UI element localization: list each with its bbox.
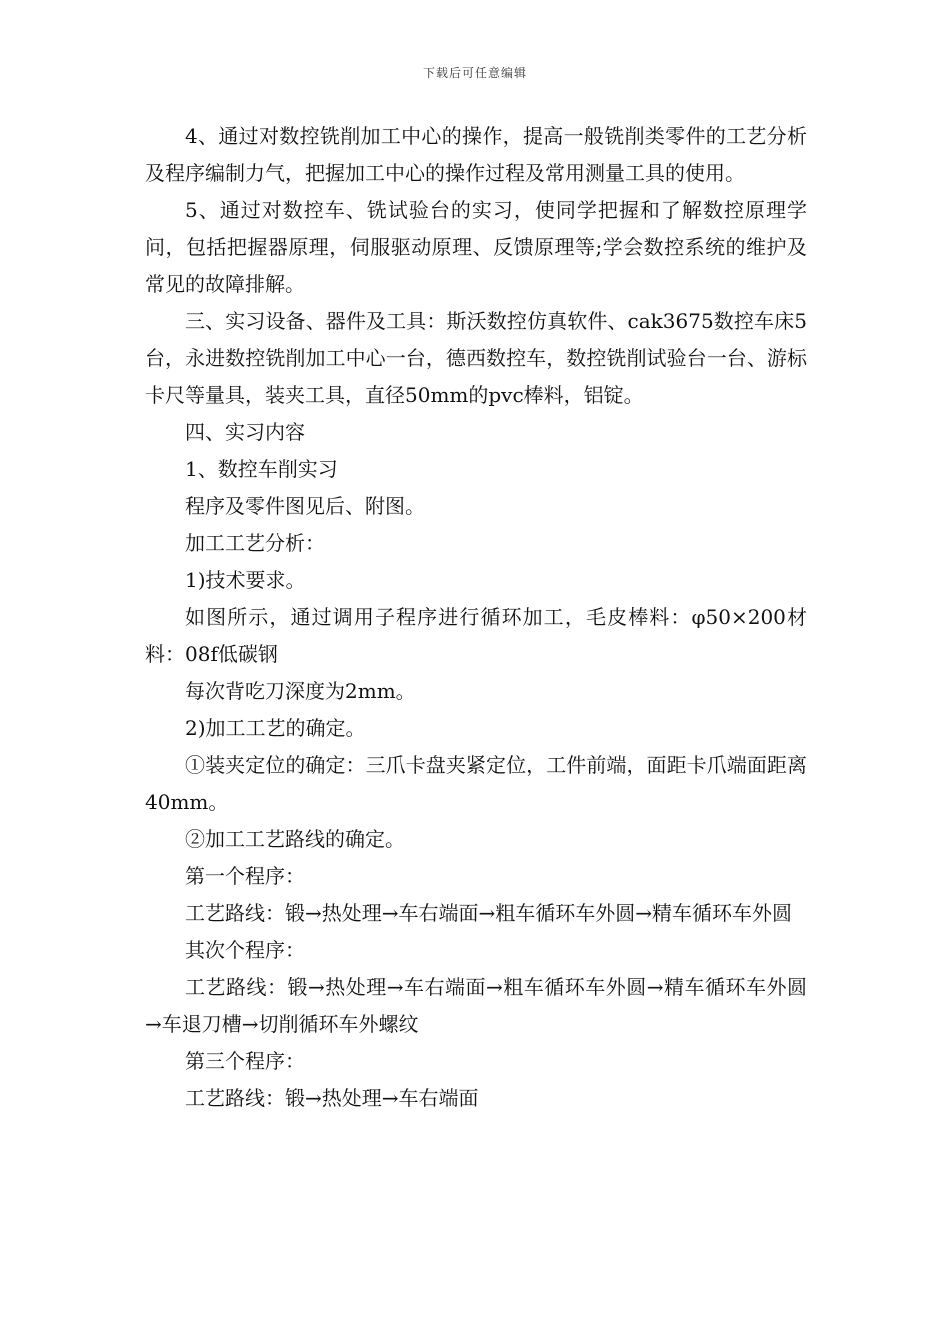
page-header: 下载后可任意编辑 xyxy=(422,66,527,80)
section-heading-content: 四、实习内容 xyxy=(185,420,305,444)
paragraph-equipment: 三、实习设备、器件及工具：斯沃数控仿真软件、cak3675数控车床5台，永进数控铣削加工中心一台，德西数控车，数控铣削试验台一台、游标卡尺等量具，装夹工具，直径50mm的pvc棒料，铝锭。 xyxy=(145,309,807,407)
paragraph-route-1: 工艺路线：锻→热处理→车右端面→粗车循环车外圆→精车循环车外圆 xyxy=(185,901,793,925)
paragraph-tech-requirements: 1)技术要求。 xyxy=(185,568,306,592)
paragraph-route-determination: ②加工工艺路线的确定。 xyxy=(185,827,405,851)
paragraph-program-1: 第一个程序： xyxy=(185,864,305,888)
paragraph-clamping: ①装夹定位的确定：三爪卡盘夹紧定位，工件前端，面距卡爪端面距离40mm。 xyxy=(145,753,807,814)
paragraph-cut-depth: 每次背吃刀深度为2mm。 xyxy=(185,679,416,703)
paragraph-program-note: 程序及零件图见后、附图。 xyxy=(185,494,425,518)
paragraph-program-3: 第三个程序： xyxy=(185,1049,305,1073)
paragraph-route-3: 工艺路线：锻→热处理→车右端面 xyxy=(185,1086,479,1110)
paragraph-route-2: 工艺路线：锻→热处理→车右端面→粗车循环车外圆→精车循环车外圆→车退刀槽→切削循环车外螺纹 xyxy=(145,975,807,1036)
paragraph-material: 如图所示，通过调用子程序进行循环加工，毛皮棒料：φ50×200材料：08f低碳钢 xyxy=(145,605,807,666)
paragraph-process-analysis: 加工工艺分析： xyxy=(185,531,325,555)
subsection-heading-turning: 1、数控车削实习 xyxy=(185,457,338,481)
paragraph-objective-4: 4、通过对数控铣削加工中心的操作，提高一般铣削类零件的工艺分析及程序编制力气，把握加工中心的操作过程及常用测量工具的使用。 xyxy=(145,124,807,185)
paragraph-program-2: 其次个程序： xyxy=(185,938,305,962)
paragraph-objective-5: 5、通过对数控车、铣试验台的实习，使同学把握和了解数控原理学问，包括把握器原理，伺服驱动原理、反馈原理等;学会数控系统的维护及常见的故障排解。 xyxy=(145,198,807,296)
document-body xyxy=(145,118,807,1117)
paragraph-process-determination: 2)加工工艺的确定。 xyxy=(185,716,366,740)
